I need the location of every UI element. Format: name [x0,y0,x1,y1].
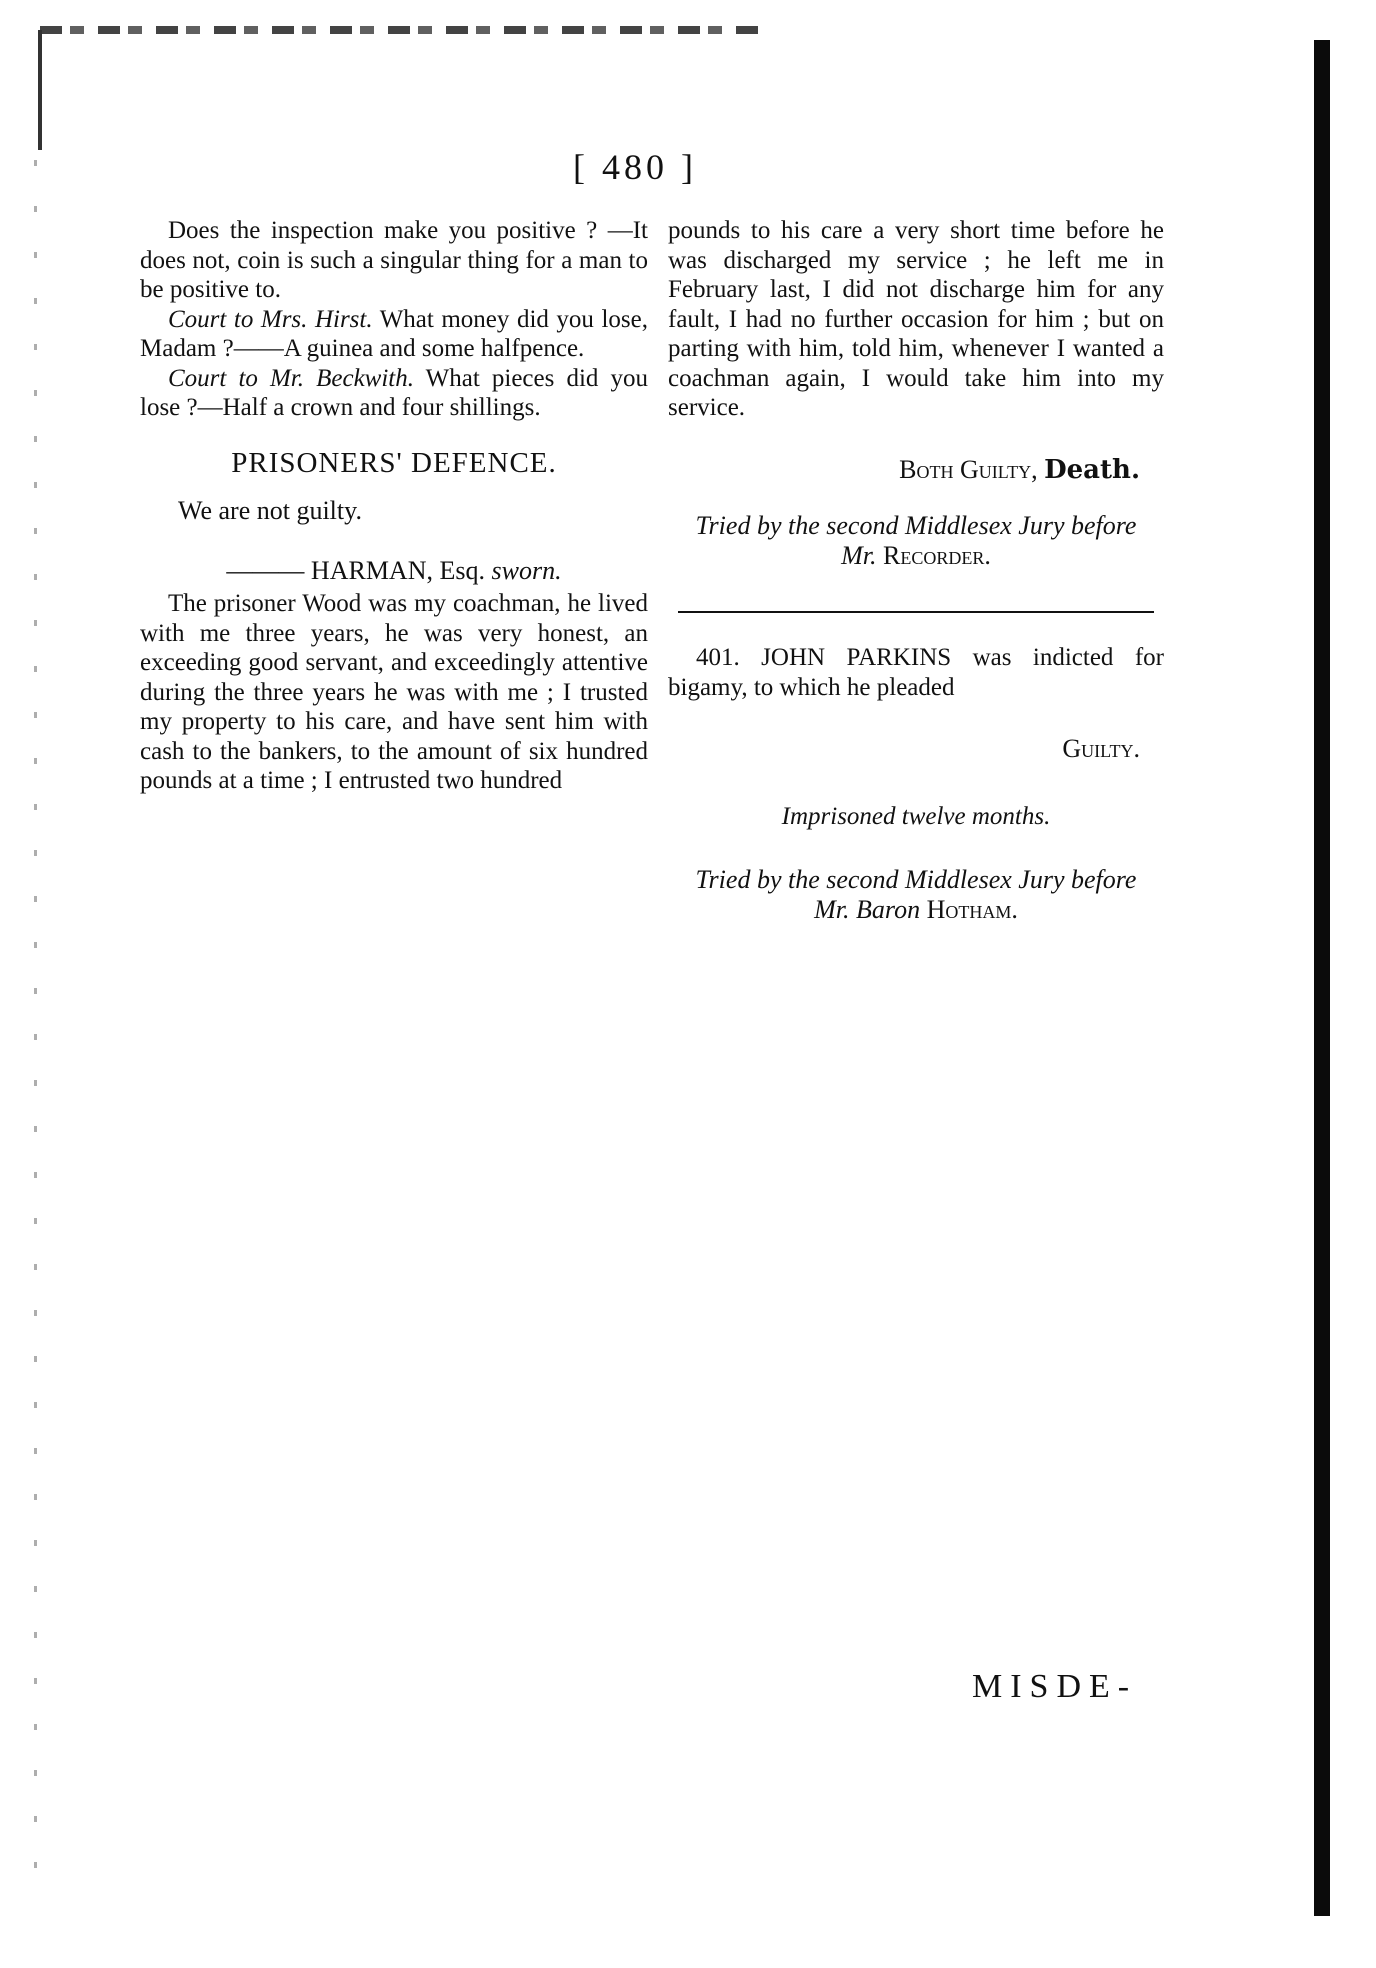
page-number: [ 480 ] [573,147,697,187]
tried-mr-baron: Mr. Baron [814,895,921,924]
verdict-both-guilty [668,455,1140,486]
court-question-hirst [140,305,648,364]
witness-testimony: The prisoner Wood was my coachman, he lived with me three years, he was very honest, an exceeding good servant, and exceedingly attentive during the three years he was with me ; I trusted my property to his care, and have sent him with cash to the bankers, to the amount of six hundred pounds at a time ; I entrusted two hundred [140,590,648,794]
question-paragraph: Does the inspection make you positive ? —It does not, coin is such a singular thing for a man to be positive to. [140,217,648,303]
tried-before-hotham [668,865,1164,925]
court-to-hirst-lead: Court to Mrs. Hirst. [168,305,373,333]
witness-sworn: sworn. [491,555,562,585]
scan-right-binding-bar [1314,40,1330,1916]
left-column [140,216,648,796]
section-divider [678,611,1154,613]
scan-left-edge [38,30,42,150]
tried-line: Tried by the second Middlesex Jury before [695,511,1137,540]
testimony-continuation: pounds to his care a very short time before he was discharged my service ; he left me in February last, I did not discharge him for any fault, I had no further occasion for him ; but on parting with him, told him, whenever I wanted a coachman again, I would take him into my service. [668,217,1164,421]
case-401-paragraph: 401. JOHN PARKINS was indicted for bigamy, to which he pleaded [668,644,1164,701]
court-to-hirst-text: What money did you lose, Madam ?——A guinea and some halfpence. [140,305,648,362]
witness-name: ——— HARMAN, Esq. [226,555,485,585]
defence-heading: PRISONERS' DEFENCE. [231,446,557,479]
scan-top-edge [40,26,760,34]
court-question-beckwith [140,364,648,423]
defence-text: We are not guilty. [178,496,362,525]
court-to-beckwith-text: What pieces did you lose ?—Half a crown and four shillings. [140,364,648,421]
sentence-imprisoned: Imprisoned twelve months. [781,802,1051,830]
verdict-text: Both Guilty, [899,454,1038,484]
tried-before-recorder [668,511,1164,571]
scan-left-specks [34,160,37,1900]
tried-judge: Hotham. [926,895,1018,924]
right-column [668,216,1164,925]
tried-judge: Recorder. [883,541,991,570]
verdict-guilty: Guilty. [1062,734,1140,763]
court-to-beckwith-lead: Court to Mr. Beckwith. [168,364,414,392]
witness-heading [140,556,648,586]
verdict-sentence: Death. [1044,454,1140,485]
catchword: MISDE- [972,1668,1138,1705]
tried-line: Tried by the second Middlesex Jury before [695,865,1137,894]
tried-mr: Mr. [841,541,877,570]
